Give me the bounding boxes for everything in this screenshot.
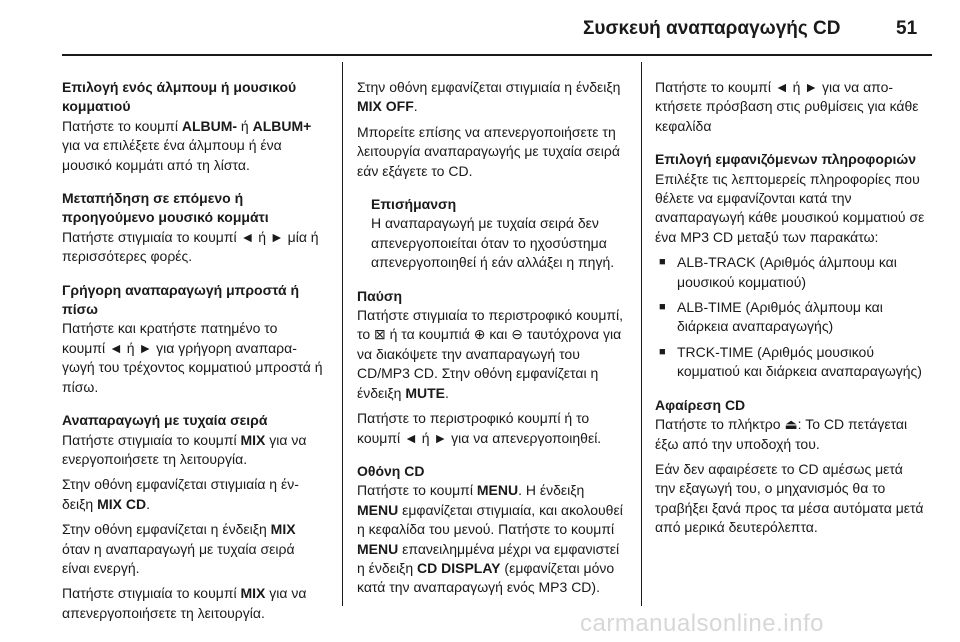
section <box>62 411 324 623</box>
section-heading: Γρήγορη αναπαραγωγή μπροστά ή πίσω <box>62 281 300 318</box>
section <box>357 78 629 181</box>
paragraph: Πατήστε στιγμιαία το κουμπί ◄ ή ► μία ή περισσότερες φορές. <box>62 228 319 265</box>
paragraph: Μπορείτε επίσης να απενεργοποιήσετε τη λειτουργία αναπαραγωγής με τυχαία σειρά εάν εξάγετε το CD. <box>357 123 620 179</box>
paragraph: Στην οθόνη εμφανίζεται στιγμιαία η ένδειξη MIX CD. <box>62 476 299 512</box>
paragraph: Η αναπαραγωγή με τυχαία σειρά δεν απενεργοποιείται όταν το ηχοσύστημα απενεργοποιηθεί ή εάν αλλάξει η πηγή. <box>371 215 615 271</box>
bullet-item: ■ TRCK-TIME (Αριθμός μουσικού κομματιού και διάρκεια αναπαραγωγής) <box>655 343 927 382</box>
bullet-item: ■ ALB-TRACK (Αριθμός άλμπουμ και μουσικού κομματιού) <box>655 253 927 292</box>
paragraph: Πατήστε το κουμπί MENU. Η ένδειξη MENU εμφανίζεται στιγμιαία, και ακολουθεί η κεφαλίδα του μενού. Πατήστε το κουμπί MENU επανειλημμένα μέχρι να εμφανιστεί η ένδειξη CD DISPLAY (εμφανίζεται μόνο κατά την αναπαραγωγή ενός MP3 CD). <box>357 482 623 596</box>
header-rule <box>62 54 932 56</box>
section <box>655 78 927 136</box>
paragraph: Πατήστε και κρατήστε πατημένο το κουμπί ◄ ή ► για γρήγορη αναπαραγωγή του τρέχοντος κομματιού μπροστά ή πίσω. <box>62 320 323 395</box>
paragraph: Στην οθόνη εμφανίζεται η ένδειξη MIX όταν η αναπαραγωγή με τυχαία σειρά είναι ενεργή. <box>62 521 296 576</box>
page-number: 51 <box>896 18 918 39</box>
section <box>357 287 629 448</box>
paragraph: Εάν δεν αφαιρέσετε το CD αμέσως μετά την εξαγωγή του, ο μηχανισμός θα το τραβήξει ξανά προς τα μέσα αυτόματα μετά από μερικά δευτερόλεπτα. <box>655 460 924 536</box>
note-block <box>371 195 629 273</box>
paragraph: Πατήστε το κουμπί ALBUM- ή ALBUM+ για να επιλέξετε ένα άλμπουμ ή ένα μουσικό κομμάτι από τη λίστα. <box>62 117 312 173</box>
column-3 <box>655 78 927 552</box>
section-heading: Επισήμανση <box>371 196 457 213</box>
column-divider <box>342 62 343 606</box>
bullet-item: ■ ALB-TIME (Αριθμός άλμπουμ και διάρκεια αναπαραγωγής) <box>655 298 927 337</box>
section <box>62 189 324 267</box>
column-2 <box>357 78 629 612</box>
section <box>62 78 324 175</box>
section-heading: Αναπαραγωγή με τυχαία σειρά <box>62 412 268 429</box>
paragraph: Πατήστε στιγμιαία το κουμπί MIX για να ενεργοποιήσετε τη λειτουργία. <box>62 431 307 467</box>
page-title: Συσκευή αναπαραγωγής CD <box>583 18 841 39</box>
section-heading: Μεταπήδηση σε επόμενο ή προηγούμενο μουσικό κομμάτι <box>62 190 269 226</box>
section <box>62 281 324 397</box>
bullet-list <box>655 253 927 381</box>
section <box>655 150 927 381</box>
paragraph: Πατήστε το κουμπί ◄ ή ► για να αποκτήσετε πρόσβαση στις ρυθμίσεις για κάθε κεφαλίδα <box>655 79 919 134</box>
section-heading: Επιλογή εμφανιζόμενων πληροφοριών <box>655 151 917 168</box>
paragraph: Επιλέξτε τις λεπτομερείς πληροφορίες που θέλετε να εμφανίζονται κατά την αναπαραγωγή κάθε μουσικού κομματιού σε ένα MP3 CD μεταξύ των παρακάτω: <box>655 170 925 245</box>
watermark: carmanualsonline.info <box>580 610 824 637</box>
column-divider <box>641 62 642 606</box>
paragraph: Πατήστε στιγμιαία το περιστροφικό κουμπί, το ⊠ ή τα κουμπιά ⊕ και ⊖ ταυτόχρονα για να διακόψετε την αναπαραγωγή του CD/MP3 CD. Στην οθόνη εμφανίζεται η ένδειξη MUTE. <box>357 307 624 401</box>
section-heading: Επιλογή ενός άλμπουμ ή μουσικού κομματιού <box>62 79 297 115</box>
section-heading: Αφαίρεση CD <box>655 396 746 413</box>
paragraph: Πατήστε το πλήκτρο ⏏: Το CD πετάγεται έξω από την υποδοχή του. <box>655 416 908 452</box>
paragraph: Στην οθόνη εμφανίζεται στιγμιαία η ένδειξη MIX OFF. <box>357 79 621 115</box>
column-1 <box>62 78 324 637</box>
section <box>655 396 927 538</box>
section-heading: Παύση <box>357 287 402 304</box>
section-heading: Οθόνη CD <box>357 462 425 479</box>
paragraph: Πατήστε το περιστροφικό κουμπί ή το κουμπί ◄ ή ► για να απενεργοποιηθεί. <box>357 410 602 446</box>
section <box>357 462 629 598</box>
paragraph: Πατήστε στιγμιαία το κουμπί MIX για να απενεργοποιήσετε τη λειτουργία. <box>62 585 307 621</box>
